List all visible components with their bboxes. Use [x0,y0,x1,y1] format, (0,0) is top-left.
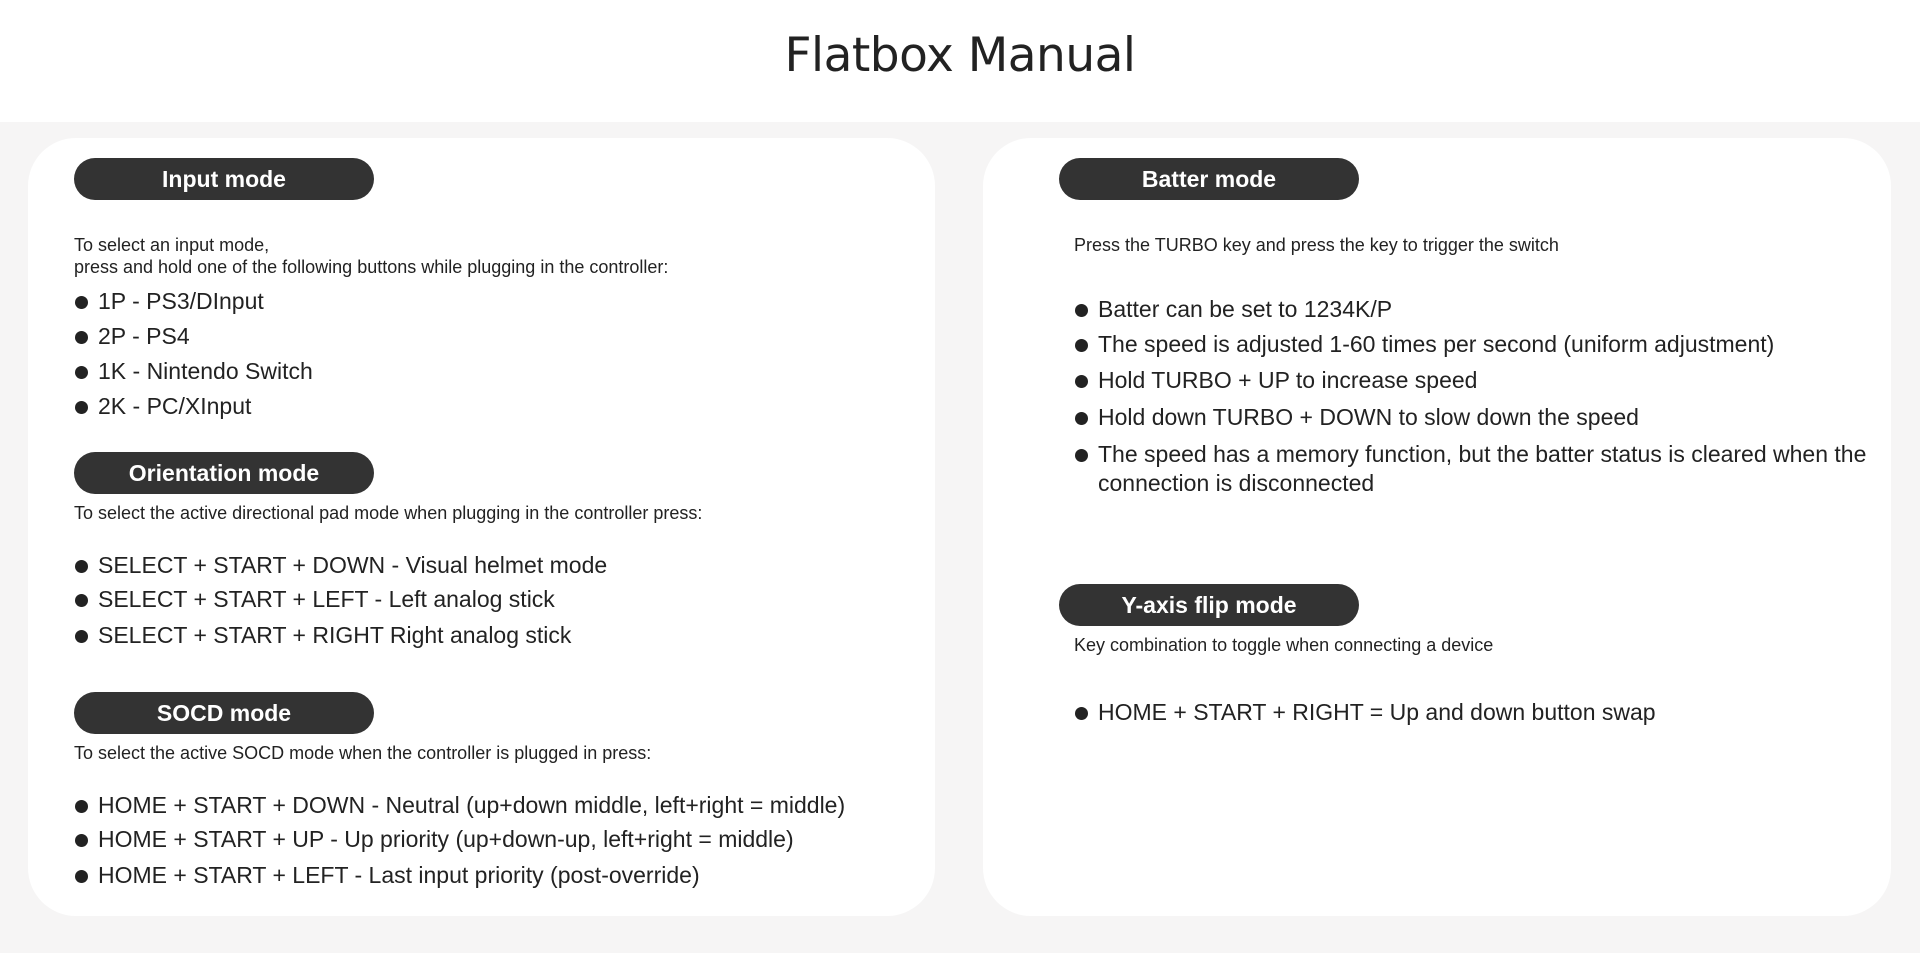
batter-mode-description: Press the TURBO key and press the key to trigger the switch [1074,235,1559,255]
socd-mode-heading: SOCD mode [74,692,374,734]
socd-mode-section [74,692,846,888]
orientation-mode-section [74,452,703,648]
list-item: The speed has a memory function, but the batter status is cleared when the connection is disconnected [1074,440,1874,498]
list-item: 1P - PS3/DInput [74,287,914,316]
list-item: HOME + START + RIGHT = Up and down button swap [1074,698,1874,727]
list-item: The speed is adjusted 1-60 times per second (uniform adjustment) [1074,330,1874,359]
list-item: HOME + START + LEFT - Last input priority (post-override) [74,861,924,890]
orientation-mode-heading: Orientation mode [74,452,374,494]
y-axis-flip-mode-section [1059,584,1656,725]
list-item: 2P - PS4 [74,322,914,351]
batter-mode-section [1059,158,1867,496]
list-item: SELECT + START + DOWN - Visual helmet mode [74,551,914,580]
list-item: SELECT + START + RIGHT Right analog stick [74,621,914,650]
page-title: Flatbox Manual [784,28,1136,83]
right-panel [983,138,1891,916]
batter-mode-list [1074,295,1874,498]
y-axis-flip-mode-heading: Y-axis flip mode [1059,584,1359,626]
input-mode-list [74,287,914,421]
left-panel [28,138,935,916]
list-item: HOME + START + UP - Up priority (up+down-up, left+right = middle) [74,825,924,854]
input-mode-section [74,158,669,419]
socd-mode-list [74,791,924,890]
list-item: 2K - PC/XInput [74,392,914,421]
list-item: HOME + START + DOWN - Neutral (up+down middle, left+right = middle) [74,791,924,820]
header [0,0,1920,122]
list-item: Hold down TURBO + DOWN to slow down the speed [1074,403,1874,432]
socd-mode-description: To select the active SOCD mode when the controller is plugged in press: [74,743,652,763]
y-axis-flip-mode-list [1074,698,1874,727]
list-item: SELECT + START + LEFT - Left analog stick [74,585,914,614]
list-item: Hold TURBO + UP to increase speed [1074,366,1874,395]
y-axis-flip-mode-description: Key combination to toggle when connecting a device [1074,635,1494,655]
input-mode-heading: Input mode [74,158,374,200]
orientation-mode-list [74,551,914,650]
input-mode-description: To select an input mode, press and hold one of the following buttons while plugging in the controller: [74,235,669,277]
list-item: Batter can be set to 1234K/P [1074,295,1874,324]
batter-mode-heading: Batter mode [1059,158,1359,200]
list-item: 1K - Nintendo Switch [74,357,914,386]
orientation-mode-description: To select the active directional pad mode when plugging in the controller press: [74,503,703,523]
